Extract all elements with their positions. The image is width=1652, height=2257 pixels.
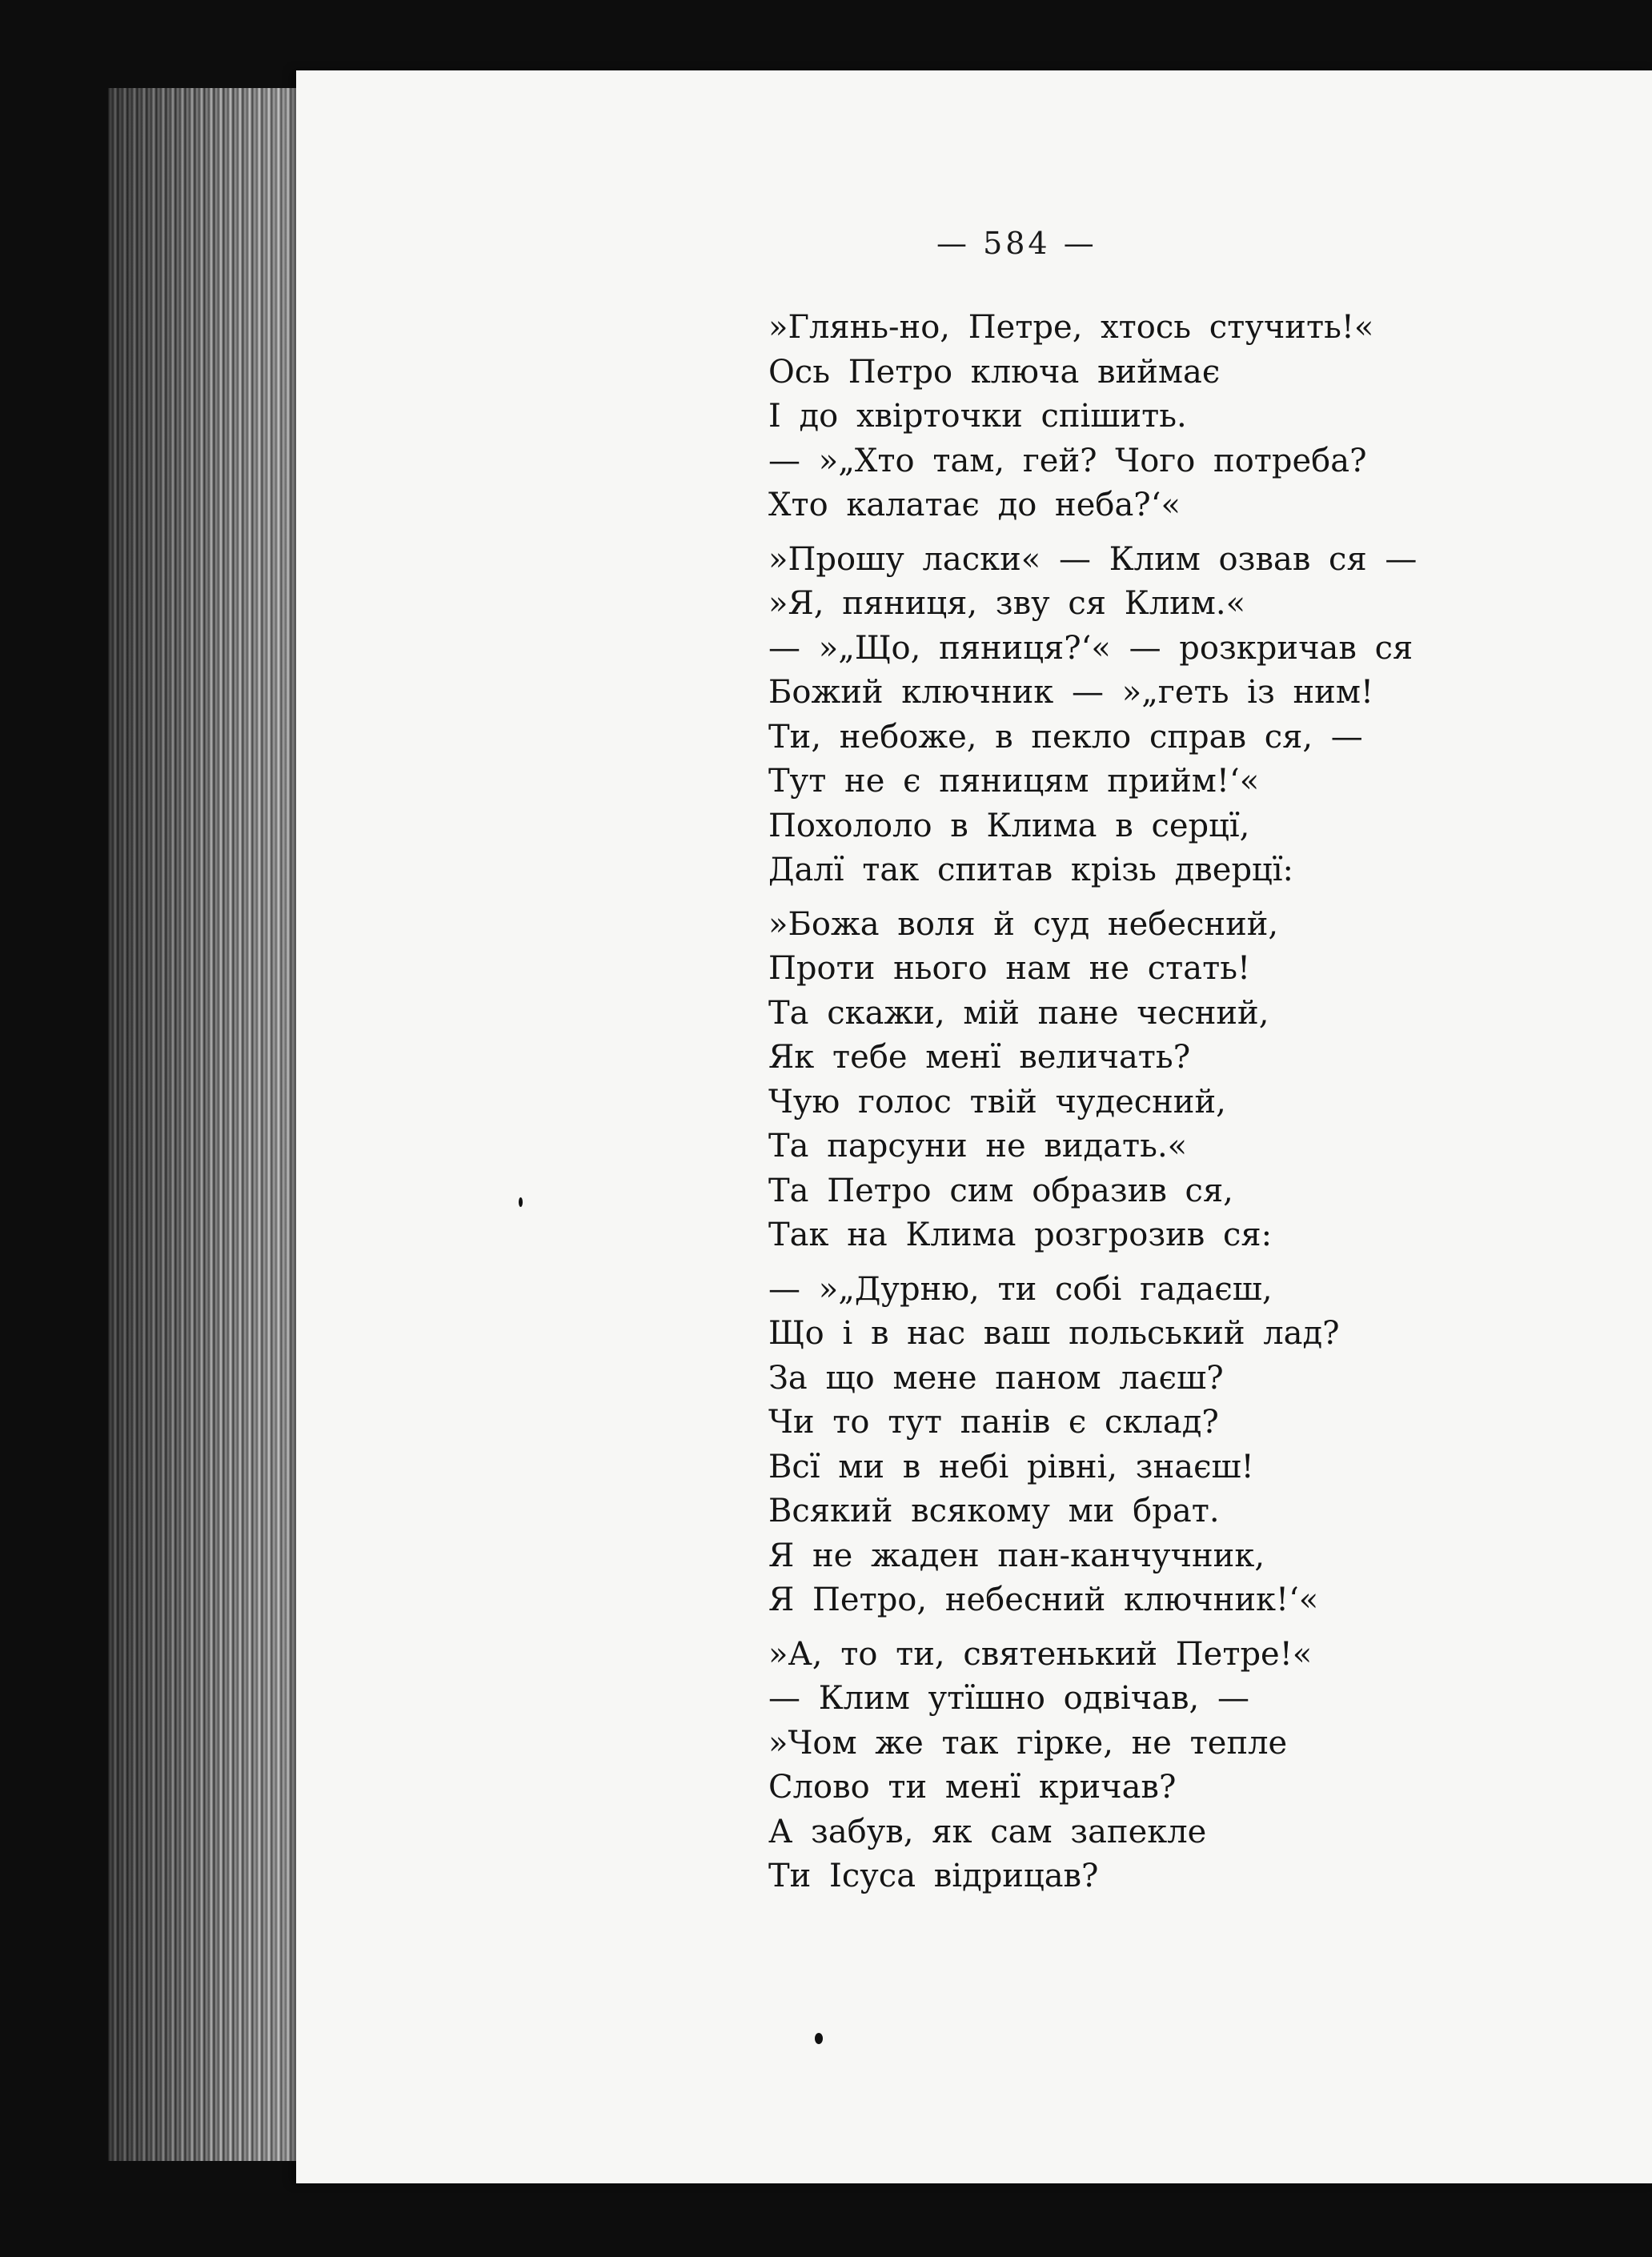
poem-line: Далї так спитав крізь дверцї: — [768, 852, 1294, 888]
poem-line: Що і в нас ваш польський лад? — [768, 1315, 1340, 1352]
poem-line: Я Петро, небесний ключник!‘« — [768, 1582, 1319, 1618]
poem-line: »Божа воля й суд небесний, — [768, 905, 1279, 943]
poem-line: І до хвірточки спішить. — [768, 398, 1187, 435]
poem-line: Похололо в Клима в серцї, — [768, 807, 1250, 844]
poem-line: Всї ми в небі рівні, знаєш! — [768, 1448, 1254, 1485]
poem-line: Та скажи, мій пане чесний, — [768, 994, 1269, 1032]
poem-line: Чи то тут панів є склад? — [768, 1404, 1219, 1441]
stanza-2 — [768, 538, 1417, 893]
poem-line: Ти Ісуса відрицав? — [768, 1858, 1099, 1894]
ink-speck — [519, 1197, 523, 1207]
ink-speck — [815, 2033, 823, 2044]
poem-line: А забув, як сам запекле — [768, 1813, 1207, 1850]
poem-line: Та Петро сим образив ся, — [768, 1172, 1233, 1209]
poem-line: Тут не є пяницям прийм!‘« — [768, 763, 1260, 800]
poem-line: Всякий всякому ми брат. — [768, 1493, 1220, 1529]
poem-line: Як тебе менї величать? — [768, 1039, 1191, 1076]
poem-line: Чую голос твій чудесний, — [768, 1083, 1226, 1120]
poem-line: »Глянь-но, Петре, хтось стучить!« — [768, 309, 1374, 346]
poem-line: — Клим утїшно одвічав, — — [768, 1680, 1249, 1717]
stanza-1 — [768, 306, 1417, 528]
stanza-3 — [768, 903, 1417, 1258]
poem-line: »Я, пяниця, зву ся Клим.« — [768, 585, 1246, 622]
stanza-4 — [768, 1268, 1417, 1623]
poem-line: Проти нього нам не стать! — [768, 950, 1251, 987]
poem-line: — »„Хто там, гей? Чого потреба? — [768, 442, 1367, 479]
poem-line: Хто калатає до неба?‘« — [768, 487, 1181, 523]
poem-line: Ти, небоже, в пекло справ ся, — — [768, 718, 1363, 756]
page-number: — 584 — — [936, 226, 1097, 261]
poem-line: Божий ключник — »„геть із ним! — [768, 674, 1374, 711]
poem-line: »А, то ти, святенький Петре!« — [768, 1635, 1313, 1673]
poem-line: »Чом же так гірке, не тепле — [768, 1724, 1288, 1762]
poem-line: »Прошу ласки« — Клим озвав ся — — [768, 540, 1417, 578]
poem-text — [768, 306, 1417, 1909]
poem-line: Ось Петро ключа виймає — [768, 353, 1221, 391]
book-edge-shadow — [108, 88, 300, 2161]
poem-line: — »„Дурню, ти собі гадаєш, — [768, 1270, 1273, 1308]
poem-line: Слово ти менї кричав? — [768, 1769, 1177, 1806]
poem-line: Я не жаден пан-канчучник, — [768, 1537, 1265, 1574]
poem-line: — »„Що, пяниця?‘« — розкричав ся — [768, 629, 1413, 667]
poem-line: Так на Клима розгрозив ся: — [768, 1217, 1273, 1253]
poem-line: Та парсуни не видать.« — [768, 1128, 1188, 1165]
stanza-5 — [768, 1633, 1417, 1899]
poem-line: За що мене паном лаєш? — [768, 1359, 1224, 1397]
